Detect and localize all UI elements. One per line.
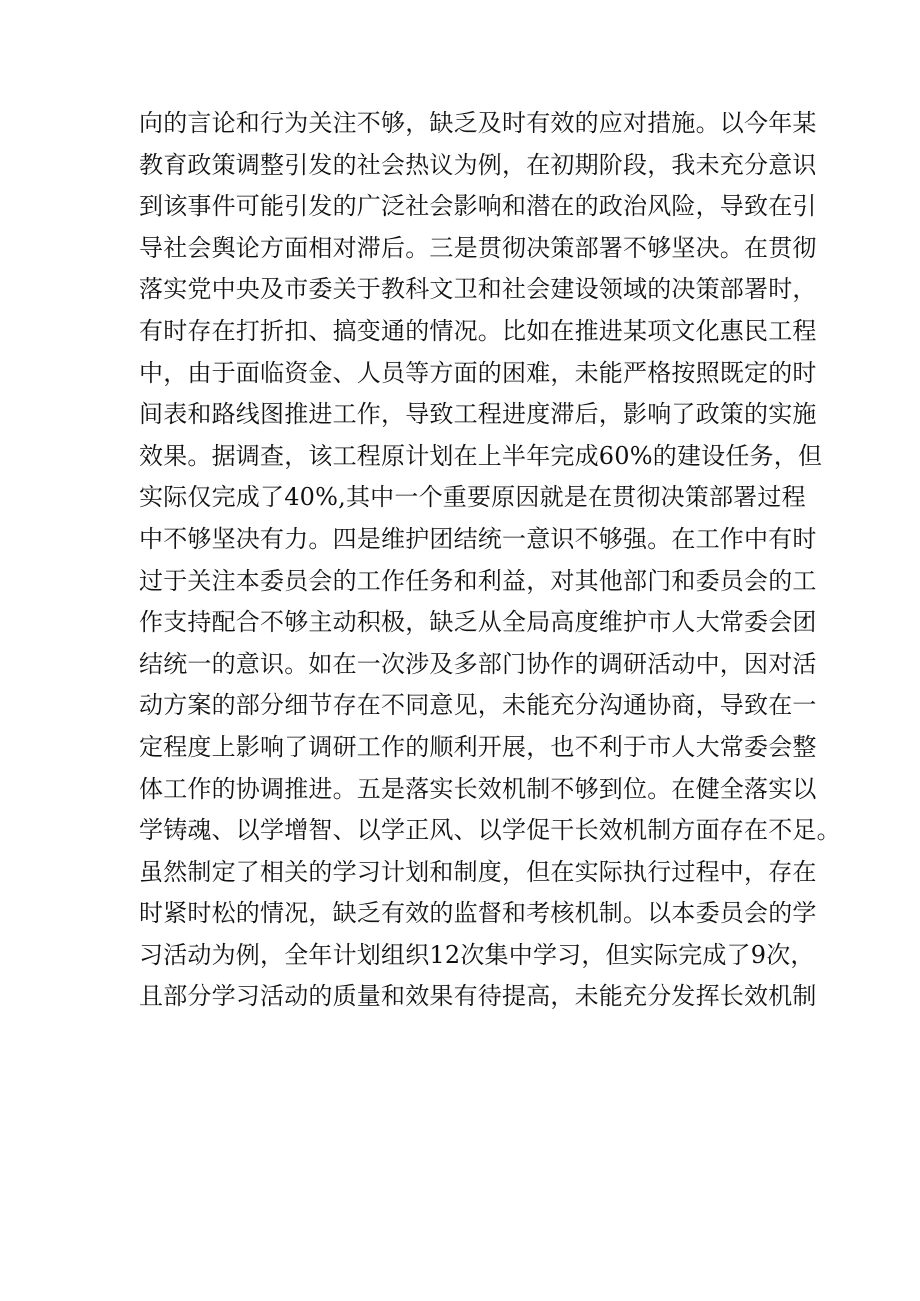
text-line: 定程度上影响了调研工作的顺利开展，也不利于市人大常委会整 [139, 732, 817, 761]
text-line: 过于关注本委员会的工作任务和利益，对其他部门和委员会的工 [139, 566, 817, 595]
text-line: 虽然制定了相关的学习计划和制度，但在实际执行过程中，存在 [139, 857, 817, 886]
text-line: 落实党中央及市委关于教科文卫和社会建设领域的决策部署时， [139, 275, 817, 304]
text-line: 向的言论和行为关注不够，缺乏及时有效的应对措施。以今年某 [139, 109, 817, 137]
text-line: 效果。据调查，该工程原计划在上半年完成60%的建设任务，但 [139, 441, 823, 470]
text-line: 有时存在打折扣、搞变通的情况。比如在推进某项文化惠民工程 [139, 316, 817, 345]
text-line: 时紧时松的情况，缺乏有效的监督和考核机制。以本委员会的学 [139, 899, 817, 928]
text-line: 作支持配合不够主动积极，缺乏从全局高度维护市人大常委会团 [139, 608, 817, 637]
text-line: 到该事件可能引发的广泛社会影响和潜在的政治风险，导致在引 [139, 192, 817, 221]
text-line: 教育政策调整引发的社会热议为例，在初期阶段，我未充分意识 [139, 150, 817, 179]
text-line: 习活动为例，全年计划组织12次集中学习，但实际完成了9次， [139, 940, 815, 969]
text-line: 间表和路线图推进工作，导致工程进度滞后，影响了政策的实施 [139, 400, 817, 429]
text-line: 结统一的意识。如在一次涉及多部门协作的调研活动中，因对活 [139, 649, 817, 678]
text-line: 动方案的部分细节存在不同意见，未能充分沟通协商，导致在一 [139, 691, 817, 720]
text-line: 体工作的协调推进。五是落实长效机制不够到位。在健全落实以 [139, 774, 817, 803]
text-line: 中，由于面临资金、人员等方面的困难，未能严格按照既定的时 [139, 358, 817, 387]
text-line: 中不够坚决有力。四是维护团结统一意识不够强。在工作中有时 [139, 524, 817, 553]
text-line: 实际仅完成了40%,其中一个重要原因就是在贯彻决策部署过程 [139, 483, 806, 512]
body-text [139, 103, 841, 1018]
text-line: 且部分学习活动的质量和效果有待提高，未能充分发挥长效机制 [139, 982, 817, 1011]
text-line: 导社会舆论方面相对滞后。三是贯彻决策部署不够坚决。在贯彻 [139, 233, 817, 262]
text-line: 学铸魂、以学增智、以学正风、以学促干长效机制方面存在不足。 [139, 816, 841, 845]
